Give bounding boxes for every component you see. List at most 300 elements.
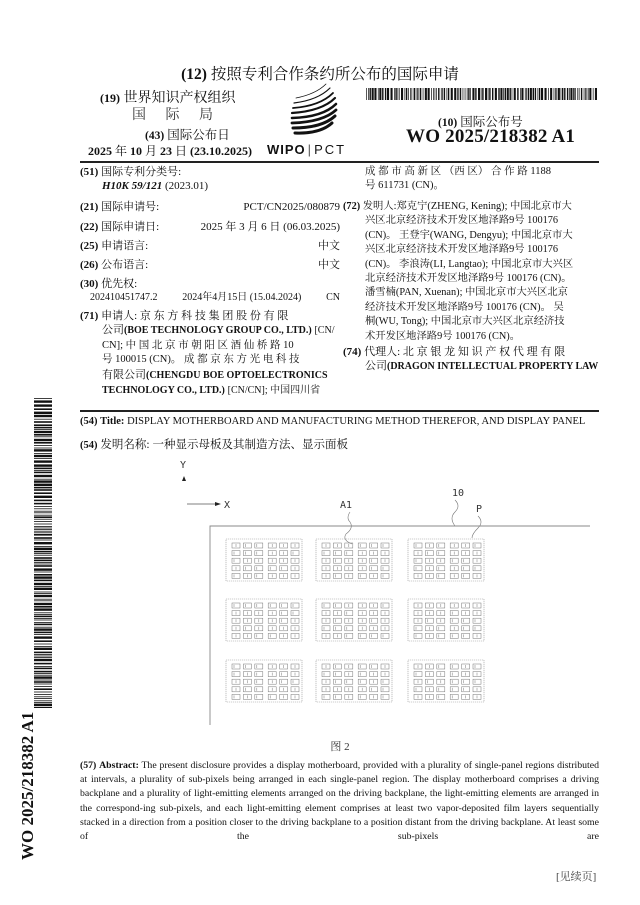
title-english bbox=[80, 416, 585, 427]
sub-pixel bbox=[333, 626, 341, 631]
sub-pixel bbox=[280, 566, 288, 571]
abstract-label: Abstract: bbox=[99, 760, 139, 771]
sub-pixel bbox=[232, 573, 240, 578]
barcode-bar bbox=[431, 88, 432, 100]
barcode-bar bbox=[526, 88, 527, 100]
barcode-bar bbox=[34, 460, 52, 462]
barcode-bar bbox=[34, 553, 52, 554]
x-arrow-icon bbox=[215, 502, 221, 506]
sub-pixel bbox=[437, 573, 445, 578]
sub-pixel bbox=[322, 694, 330, 699]
barcode-bar bbox=[472, 88, 474, 100]
barcode-bar bbox=[34, 419, 52, 420]
sub-pixel bbox=[291, 551, 299, 556]
field-71-applicant-continued bbox=[343, 165, 600, 194]
barcode-bar bbox=[585, 88, 586, 100]
barcode-bar bbox=[34, 614, 52, 615]
field-code: (71) bbox=[80, 310, 99, 322]
field-code: (54) bbox=[80, 440, 98, 451]
pub-date-month-char: 月 bbox=[145, 144, 158, 158]
barcode-bar bbox=[394, 88, 395, 100]
field-label: 代理人: bbox=[364, 346, 401, 358]
barcode-bar bbox=[34, 576, 52, 578]
organization-bureau: 国 际 局 bbox=[132, 108, 221, 123]
sub-pixel bbox=[370, 566, 378, 571]
single-panel-region bbox=[226, 660, 302, 702]
barcode-bar bbox=[34, 663, 52, 665]
inventor-line: 术开发区地泽路9号 100176 (CN)。 bbox=[365, 330, 521, 342]
barcode-bar bbox=[34, 542, 52, 544]
barcode-bar bbox=[528, 88, 529, 100]
barcode-bar bbox=[34, 515, 52, 516]
sub-pixel bbox=[345, 633, 353, 638]
x-axis-indicator bbox=[187, 500, 230, 511]
barcode-bar bbox=[577, 88, 578, 100]
sub-pixel bbox=[333, 672, 341, 677]
sub-pixel bbox=[291, 611, 299, 616]
sub-pixel bbox=[462, 626, 470, 631]
barcode-bar bbox=[564, 88, 565, 100]
sub-pixel bbox=[243, 566, 251, 571]
priority-number: 202410451747.2 bbox=[90, 292, 158, 304]
inventor-line: 兴区北京经济技术开发区地泽路9号 100176 bbox=[365, 244, 559, 256]
sub-pixel bbox=[358, 664, 366, 669]
application-number: PCT/CN2025/080879 bbox=[243, 201, 340, 213]
single-panel-region bbox=[316, 660, 392, 702]
field-code: (72) bbox=[343, 201, 361, 212]
barcode-bar bbox=[34, 453, 52, 454]
barcode-bar bbox=[34, 646, 52, 647]
barcode-bar bbox=[34, 612, 52, 613]
barcode-bar bbox=[34, 512, 52, 513]
filing-date: 2025 年 3 月 6 日 (06.03.2025) bbox=[200, 221, 340, 233]
barcode-bar bbox=[34, 472, 52, 474]
barcode-bar bbox=[34, 676, 52, 678]
sub-pixel bbox=[333, 558, 341, 563]
title-label: Title: bbox=[100, 416, 125, 427]
sub-pixel bbox=[381, 603, 389, 608]
barcode-bar bbox=[34, 680, 52, 681]
barcode-bar bbox=[451, 88, 453, 100]
sub-pixel bbox=[450, 633, 458, 638]
barcode-bar bbox=[34, 429, 52, 430]
pub-no-label-text: 国际公布号 bbox=[460, 115, 523, 129]
priority-country: CN bbox=[326, 292, 340, 304]
barcode-top bbox=[366, 88, 598, 100]
sub-pixel bbox=[255, 543, 263, 548]
barcode-bar bbox=[468, 88, 469, 100]
barcode-bar bbox=[436, 88, 437, 100]
sub-pixel bbox=[414, 558, 422, 563]
barcode-bar bbox=[34, 599, 52, 600]
barcode-bar bbox=[34, 529, 52, 530]
inventor-line: 北京经济技术开发区地泽路9号 100176 (CN)。 bbox=[365, 273, 572, 285]
barcode-bar bbox=[569, 88, 570, 100]
inventor-line: 桐(WU, Tong); 中国北京市大兴区北京经济技 bbox=[365, 316, 565, 328]
barcode-bar bbox=[34, 468, 52, 470]
inventor-line: 兴区北京经济技术开发区地泽路9号 100176 bbox=[365, 215, 559, 227]
barcode-bar bbox=[34, 431, 52, 433]
barcode-bar bbox=[460, 88, 461, 100]
barcode-bar bbox=[570, 88, 572, 100]
y-arrow-icon bbox=[182, 476, 186, 481]
sub-pixel bbox=[232, 558, 240, 563]
title-text-cn: 一种显示母板及其制造方法、显示面板 bbox=[152, 439, 348, 451]
abstract bbox=[80, 759, 599, 844]
barcode-bar bbox=[558, 88, 560, 100]
barcode-bar bbox=[399, 88, 400, 100]
barcode-bar bbox=[34, 492, 52, 494]
field-code: (54) bbox=[80, 416, 98, 427]
pub-date-year: 2025 bbox=[88, 144, 112, 158]
sub-pixel bbox=[381, 566, 389, 571]
barcode-bar bbox=[589, 88, 591, 100]
doc-type-text: 按照专利合作条约所公布的国际申请 bbox=[210, 66, 459, 83]
sub-pixel bbox=[232, 551, 240, 556]
barcode-bar bbox=[34, 606, 52, 608]
sub-pixel bbox=[381, 679, 389, 684]
field-label: 发明人: bbox=[362, 201, 397, 212]
sub-pixel bbox=[450, 618, 458, 623]
barcode-bar bbox=[34, 696, 52, 697]
pub-date-label-text: 国际公布日 bbox=[167, 128, 230, 142]
field-30-priority bbox=[80, 277, 340, 306]
barcode-bar bbox=[34, 484, 52, 486]
barcode-bar bbox=[492, 88, 493, 100]
sub-pixel bbox=[255, 672, 263, 677]
barcode-bar bbox=[34, 636, 52, 638]
barcode-bar bbox=[567, 88, 568, 100]
sub-pixel bbox=[358, 679, 366, 684]
barcode-bar bbox=[34, 551, 52, 553]
barcode-bar bbox=[593, 88, 594, 100]
sub-pixel bbox=[370, 687, 378, 692]
sub-pixel bbox=[425, 679, 433, 684]
sub-pixel bbox=[322, 603, 330, 608]
barcode-bar bbox=[368, 88, 369, 100]
barcode-bar bbox=[34, 516, 52, 518]
barcode-bar bbox=[370, 88, 371, 100]
applicant-en-name: (CHENGDU BOE OPTOELECTRONICS bbox=[146, 369, 328, 381]
field-74-agent bbox=[343, 345, 600, 375]
barcode-side bbox=[34, 398, 52, 708]
barcode-bar bbox=[34, 628, 52, 630]
barcode-bar bbox=[34, 439, 52, 441]
sub-pixel bbox=[232, 664, 240, 669]
barcode-bar bbox=[34, 557, 52, 559]
sub-pixel bbox=[450, 694, 458, 699]
barcode-bar bbox=[385, 88, 386, 100]
sub-pixel bbox=[255, 664, 263, 669]
sub-pixel bbox=[358, 573, 366, 578]
field-label: 国际申请号: bbox=[101, 201, 160, 213]
figure-2-drawing bbox=[170, 455, 610, 725]
barcode-bar bbox=[34, 480, 52, 482]
single-panel-region bbox=[226, 539, 302, 581]
field-22-filing-date bbox=[80, 220, 340, 234]
barcode-bar bbox=[34, 700, 52, 701]
barcode-bar bbox=[458, 88, 459, 100]
sub-pixel bbox=[414, 672, 422, 677]
barcode-bar bbox=[34, 592, 52, 593]
sub-pixel bbox=[370, 633, 378, 638]
sub-pixel bbox=[232, 694, 240, 699]
sub-pixel bbox=[333, 664, 341, 669]
barcode-bar bbox=[406, 88, 407, 100]
single-panel-region bbox=[408, 599, 484, 641]
barcode-bar bbox=[444, 88, 445, 100]
barcode-bar bbox=[435, 88, 436, 100]
barcode-bar bbox=[416, 88, 417, 100]
field-code: (21) bbox=[80, 201, 99, 213]
wipo-text: WIPO bbox=[267, 142, 306, 157]
sub-pixel bbox=[243, 626, 251, 631]
barcode-bar bbox=[34, 487, 52, 489]
sub-pixel bbox=[370, 664, 378, 669]
barcode-bar bbox=[34, 600, 52, 601]
priority-date: 2024年4月15日 (15.04.2024) bbox=[182, 292, 302, 304]
barcode-bar bbox=[489, 88, 490, 100]
barcode-bar bbox=[548, 88, 549, 100]
barcode-bar bbox=[34, 408, 52, 410]
barcode-bar bbox=[595, 88, 597, 100]
sub-pixel bbox=[255, 694, 263, 699]
barcode-bar bbox=[475, 88, 476, 100]
pub-date bbox=[88, 142, 252, 159]
barcode-bar bbox=[441, 88, 442, 100]
barcode-bar bbox=[34, 540, 52, 541]
sub-pixel bbox=[414, 687, 422, 692]
barcode-bar bbox=[533, 88, 534, 100]
field-code: (22) bbox=[80, 221, 99, 233]
pub-date-month: 10 bbox=[130, 144, 143, 158]
barcode-bar bbox=[34, 415, 52, 417]
sub-pixel bbox=[462, 573, 470, 578]
barcode-bar bbox=[520, 88, 521, 100]
org-code: (19) bbox=[100, 91, 120, 105]
sub-pixel bbox=[280, 603, 288, 608]
barcode-bar bbox=[34, 546, 52, 547]
barcode-bar bbox=[34, 531, 52, 532]
sub-pixel bbox=[280, 672, 288, 677]
field-code: (74) bbox=[343, 346, 362, 358]
field-72-inventors bbox=[343, 200, 600, 344]
sub-pixel bbox=[414, 566, 422, 571]
barcode-bar bbox=[34, 634, 52, 635]
barcode-bar bbox=[481, 88, 482, 100]
barcode-bar bbox=[34, 424, 52, 426]
barcode-bar bbox=[34, 464, 52, 466]
sub-pixel bbox=[414, 626, 422, 631]
sub-pixel bbox=[437, 687, 445, 692]
continued-on-next-page: [见续页] bbox=[556, 871, 597, 883]
barcode-bar bbox=[34, 479, 52, 480]
barcode-bar bbox=[391, 88, 393, 100]
sub-pixel bbox=[381, 573, 389, 578]
sub-pixel bbox=[437, 664, 445, 669]
sub-pixel bbox=[437, 633, 445, 638]
sub-pixel bbox=[462, 558, 470, 563]
barcode-bar bbox=[530, 88, 532, 100]
barcode-bar bbox=[588, 88, 589, 100]
sub-pixel bbox=[291, 679, 299, 684]
sub-pixel bbox=[450, 611, 458, 616]
pub-date-year-char: 年 bbox=[115, 144, 128, 158]
barcode-bar bbox=[34, 603, 52, 605]
barcode-bar bbox=[442, 88, 443, 100]
applicant-line: 成 都 市 高 新 区 （西 区） 合 作 路 1188 bbox=[365, 166, 551, 177]
barcode-bar bbox=[34, 534, 52, 536]
barcode-bar bbox=[433, 88, 434, 100]
y-axis-label: Y bbox=[180, 460, 187, 471]
barcode-bar bbox=[555, 88, 556, 100]
single-panel-region bbox=[316, 539, 392, 581]
barcode-bar bbox=[34, 526, 52, 527]
agent-line: 北 京 银 龙 知 识 产 权 代 理 有 限 bbox=[402, 346, 566, 358]
barcode-bar bbox=[495, 88, 497, 100]
barcode-bar bbox=[34, 470, 52, 471]
barcode-bar bbox=[398, 88, 399, 100]
motherboard-outline bbox=[210, 526, 590, 725]
applicant-line: [CN/ bbox=[314, 325, 335, 337]
barcode-bar bbox=[34, 583, 52, 585]
publication-language: 中文 bbox=[318, 259, 340, 271]
barcode-bar bbox=[454, 88, 456, 100]
barcode-bar bbox=[470, 88, 471, 100]
barcode-bar bbox=[517, 88, 518, 100]
barcode-bar bbox=[573, 88, 574, 100]
sub-pixel bbox=[268, 603, 276, 608]
barcode-bar bbox=[535, 88, 536, 100]
field-code: (51) bbox=[80, 166, 99, 178]
sub-pixel bbox=[450, 672, 458, 677]
applicant-line: 京 东 方 科 技 集 团 股 份 有 限 bbox=[139, 310, 289, 322]
barcode-bar bbox=[463, 88, 464, 100]
barcode-bar bbox=[447, 88, 448, 100]
single-panel-region bbox=[408, 660, 484, 702]
barcode-bar bbox=[34, 489, 52, 491]
barcode-bar bbox=[500, 88, 502, 100]
sub-pixel bbox=[450, 664, 458, 669]
barcode-bar bbox=[34, 506, 52, 507]
barcode-bar bbox=[34, 521, 52, 522]
agent-en-name: (DRAGON INTELLECTUAL PROPERTY LAW bbox=[387, 361, 599, 373]
barcode-bar bbox=[34, 412, 52, 414]
sub-pixel bbox=[255, 566, 263, 571]
sub-pixel bbox=[345, 626, 353, 631]
field-code: (30) bbox=[80, 278, 99, 290]
sub-pixel bbox=[473, 664, 481, 669]
sub-pixel bbox=[322, 626, 330, 631]
sub-pixel bbox=[345, 551, 353, 556]
barcode-bar bbox=[34, 608, 52, 610]
barcode-bar bbox=[581, 88, 582, 100]
sub-pixel bbox=[345, 679, 353, 684]
barcode-bar bbox=[34, 702, 52, 703]
barcode-bar bbox=[34, 698, 52, 699]
barcode-bar bbox=[34, 500, 52, 502]
barcode-bar bbox=[34, 692, 52, 693]
inventor-line: 经济技术开发区地泽路9号 100176 (CN)。 吴 bbox=[365, 301, 564, 313]
barcode-bar bbox=[412, 88, 413, 100]
sub-pixel bbox=[255, 679, 263, 684]
inventor-line: (CN)。 王登宇(WANG, Dengyu); 中国北京市大 bbox=[365, 229, 573, 241]
sub-pixel bbox=[255, 633, 263, 638]
abstract-text: The present disclosure provides a display motherboard, provided with a plurality of single-panel regions distributed at intervals, a plurality of sub-pixels being arranged in each single-panel region. The display motherboard comprises a driving backplane and a plurality of light-emitting elements arranged on the driving backplane, the light-emitting elements are arranged in the correspond-ing sub-pixels, and each light-emitting element comprises at least two vapor-deposited film layers sequentially stacked in a direction from a position closer to the driving backplane to a position distant from the driving backplane. At least some of the sub-pixels are bbox=[80, 760, 599, 843]
barcode-bar bbox=[34, 652, 52, 654]
barcode-bar bbox=[584, 88, 585, 100]
field-label: 公布语言: bbox=[101, 259, 149, 271]
barcode-bar bbox=[505, 88, 506, 100]
sub-pixel bbox=[243, 551, 251, 556]
sub-pixel bbox=[370, 543, 378, 548]
org-name-text: 世界知识产权组织 bbox=[123, 91, 236, 106]
applicant-line: 号 100015 (CN)。 成 都 京 东 方 光 电 科 技 bbox=[102, 354, 300, 366]
sub-pixel bbox=[333, 551, 341, 556]
barcode-bar bbox=[425, 88, 427, 100]
barcode-bar bbox=[34, 681, 52, 683]
sub-pixel bbox=[255, 573, 263, 578]
sub-pixel bbox=[462, 618, 470, 623]
agent-line: 公司 bbox=[365, 360, 387, 373]
applicant-line: 公司 bbox=[102, 324, 124, 337]
barcode-bar bbox=[34, 532, 52, 533]
barcode-bar bbox=[34, 434, 52, 436]
inventor-line: 潘雪楠(PAN, Xuenan); 中国北京市大兴区北京 bbox=[365, 287, 568, 299]
barcode-bar bbox=[34, 654, 52, 655]
barcode-bar bbox=[34, 675, 52, 676]
barcode-bar bbox=[575, 88, 576, 100]
barcode-bar bbox=[465, 88, 466, 100]
barcode-bar bbox=[34, 568, 52, 570]
inventor-line: (CN)。 李浪涛(LI, Langtao); 中国北京市大兴区 bbox=[365, 258, 574, 270]
sub-pixel bbox=[345, 611, 353, 616]
barcode-bar bbox=[34, 436, 52, 437]
barcode-bar bbox=[34, 448, 52, 449]
barcode-bar bbox=[34, 565, 52, 567]
barcode-bar bbox=[34, 524, 52, 525]
field-label: 申请人: bbox=[101, 310, 138, 322]
figure-caption: 图 2 bbox=[330, 741, 350, 753]
pub-date-numeric: (23.10.2025) bbox=[190, 144, 253, 158]
pub-number: WO 2025/218382 A1 bbox=[406, 126, 576, 147]
barcode-bar bbox=[34, 588, 52, 590]
barcode-bar bbox=[34, 503, 52, 505]
sub-pixel bbox=[462, 633, 470, 638]
ipc-version: (2023.01) bbox=[164, 180, 209, 193]
barcode-bar bbox=[395, 88, 396, 100]
sub-pixel bbox=[414, 543, 422, 548]
field-label: 申请语言: bbox=[101, 240, 149, 252]
barcode-bar bbox=[34, 616, 52, 618]
barcode-bar bbox=[34, 618, 52, 619]
barcode-bar bbox=[34, 400, 52, 402]
sub-pixel bbox=[333, 618, 341, 623]
barcode-bar bbox=[34, 404, 52, 406]
sub-pixel bbox=[414, 633, 422, 638]
barcode-bar bbox=[34, 704, 52, 706]
barcode-bar bbox=[34, 574, 52, 576]
side-pub-number: WO 2025/218382 A1 bbox=[18, 711, 37, 860]
field-21-application-number bbox=[80, 200, 340, 214]
barcode-bar bbox=[510, 88, 511, 100]
wipo-logo-icon bbox=[282, 80, 342, 140]
barcode-bar bbox=[561, 88, 562, 100]
barcode-bar bbox=[34, 644, 52, 645]
sub-pixel bbox=[473, 566, 481, 571]
inventor-line: 郑克宁(ZHENG, Kening); 中国北京市大 bbox=[396, 201, 572, 212]
sub-pixel bbox=[268, 566, 276, 571]
